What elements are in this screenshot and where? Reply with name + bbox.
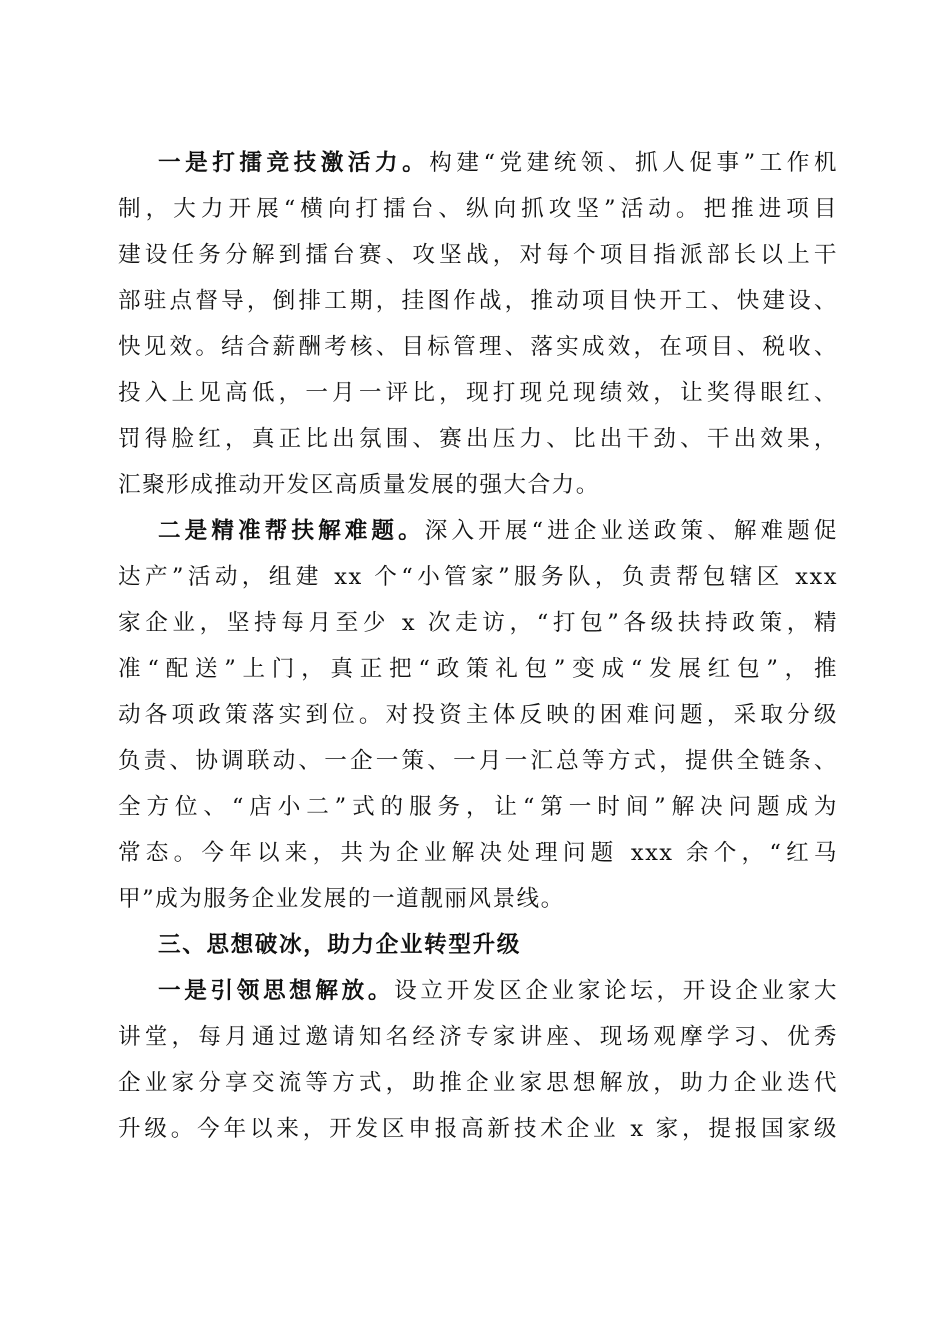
paragraph-1-line-2: 制，大力开展“横向打擂台、纵向抓攻坚”活动。把推进项目: [118, 196, 838, 222]
paragraph-1-line-6: 投入上见高低，一月一评比，现打现兑现绩效，让奖得眼红、: [118, 380, 838, 406]
paragraph-1-line-3: 建设任务分解到擂台赛、攻坚战，对每个项目指派部长以上干: [118, 242, 838, 268]
paragraph-1-line-5: 快见效。结合薪酬考核、目标管理、落实成效，在项目、税收、: [118, 334, 838, 360]
paragraph-3-lead: 一是引领思想解放。: [158, 978, 395, 1004]
paragraph-2-line-5: 动各项政策落实到位。对投资主体反映的困难问题，采取分级: [118, 702, 838, 728]
paragraph-3-line-2: 讲堂，每月通过邀请知名经济专家讲座、现场观摩学习、优秀: [118, 1024, 838, 1050]
paragraph-2-line-7: 全方位、“店小二”式的服务，让“第一时间”解决问题成为: [118, 794, 838, 820]
paragraph-1-lead: 一是打擂竞技激活力。: [158, 150, 430, 176]
paragraph-2-text: 深入开展“进企业送政策、解难题促: [424, 518, 838, 544]
section-3-heading: 三、思想破冰，助力企业转型升级: [158, 932, 521, 958]
paragraph-3-line-4: 升级。今年以来，开发区申报高新技术企业 x 家，提报国家级: [118, 1116, 838, 1142]
paragraph-2-line-2: 达产”活动，组建 xx 个“小管家”服务队，负责帮包辖区 xxx: [118, 564, 838, 590]
paragraph-1-text: 构建“党建统领、抓人促事”工作机: [429, 150, 839, 176]
paragraph-3-line-3: 企业家分享交流等方式，助推企业家思想解放，助力企业迭代: [118, 1070, 838, 1096]
paragraph-2-line-6: 负责、协调联动、一企一策、一月一汇总等方式，提供全链条、: [118, 748, 838, 774]
paragraph-2-line-4: 准“配送”上门，真正把“政策礼包”变成“发展红包”，推: [118, 656, 838, 682]
paragraph-1-line-4: 部驻点督导，倒排工期，挂图作战，推动项目快开工、快建设、: [118, 288, 838, 314]
document-body: [118, 140, 838, 1152]
paragraph-2-line-1: [118, 508, 838, 554]
paragraph-1-line-8: 汇聚形成推动开发区高质量发展的强大合力。: [118, 472, 600, 498]
paragraph-2-line-8: 常态。今年以来，共为企业解决处理问题 xxx 余个，“红马: [118, 840, 838, 866]
paragraph-3-line-1: [118, 968, 838, 1014]
paragraph-2-line-9: 甲”成为服务企业发展的一道靓丽风景线。: [118, 886, 565, 912]
paragraph-2-line-3: 家企业，坚持每月至少 x 次走访，“打包”各级扶持政策，精: [118, 610, 838, 636]
paragraph-1-line-1: [118, 140, 838, 186]
paragraph-2-lead: 二是精准帮扶解难题。: [158, 518, 425, 544]
paragraph-1-line-7: 罚得脸红，真正比出氛围、赛出压力、比出干劲、干出效果，: [118, 426, 838, 452]
paragraph-3-text: 设立开发区企业家论坛，开设企业家大: [394, 978, 839, 1004]
